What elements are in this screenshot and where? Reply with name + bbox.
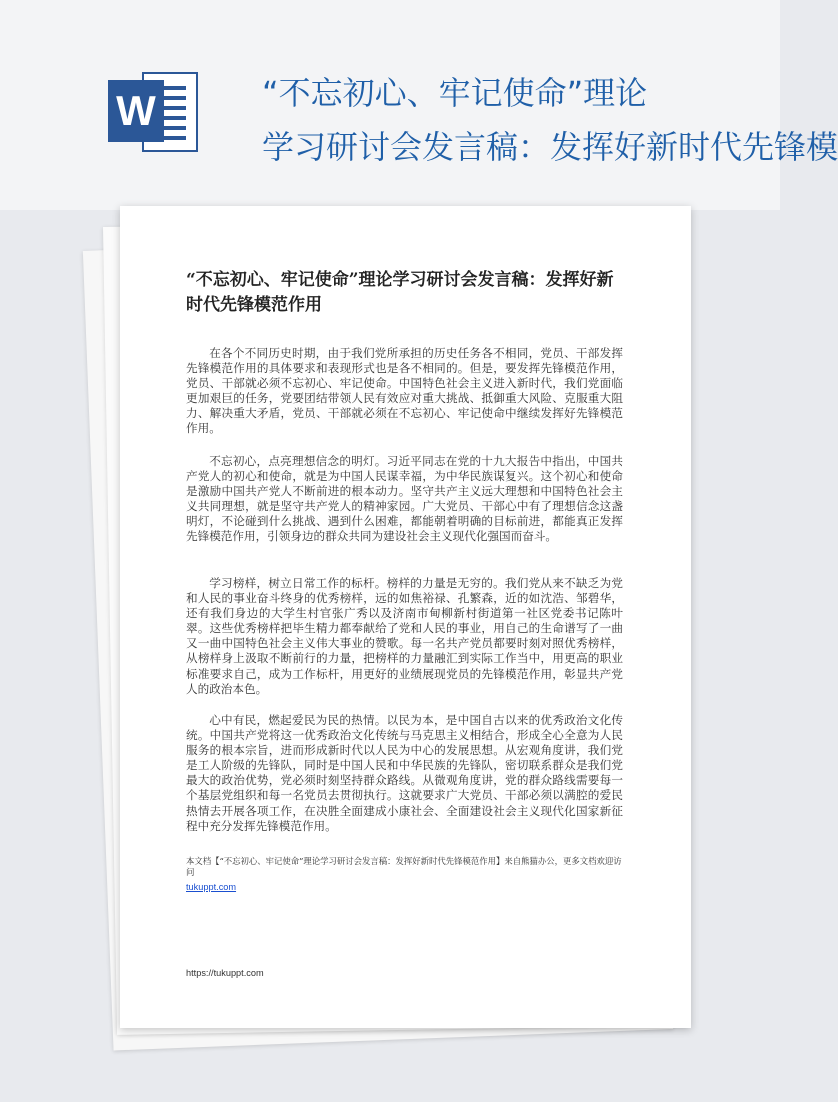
paragraph-1: 在各个不同历史时期，由于我们党所承担的历史任务各不相同，党员、干部发挥先锋模范作用的具体要求和表现形式也是各不相同的。但是，要发挥先锋模范作用，党员、干部就必须不忘初心、牢记使命。中国特色社会主义进入新时代，我们党面临更加艰巨的任务，党要团结带领人民有效应对重大挑战、抵御重大风险、克服重大阻力、解决重大矛盾，党员、干部就必须在不忘初心、牢记使命中继续发挥好先锋模范作用。 (186, 346, 623, 436)
header-banner (0, 0, 838, 210)
paragraph-3: 学习榜样，树立日常工作的标杆。榜样的力量是无穷的。我们党从来不缺乏为党和人民的事业奋斗终身的优秀榜样，远的如焦裕禄、孔繁森，近的如沈浩、邹碧华，还有我们身边的大学生村官张广秀以及济南市甸柳新村街道第一社区党委书记陈叶翠。这些优秀榜样把毕生精力都奉献给了党和人民的事业，用自己的生命谱写了一曲又一曲中国特色社会主义伟大事业的赞歌。每一名共产党员都要时刻对照优秀榜样，从榜样身上汲取不断前行的力量，把榜样的力量融汇到实际工作当中，用更高的职业标准要求自己，成为工作标杆，用更好的业绩展现党员的先锋模范作用，彰显共产党人的政治本色。 (186, 576, 623, 696)
document-page (120, 206, 691, 1028)
source-note: 本文档【“不忘初心、牢记使命”理论学习研讨会发言稿：发挥好新时代先锋模范作用】来自熊猫办公，更多文档欢迎访问 (186, 856, 622, 877)
footer-url: https://tukuppt.com (186, 968, 264, 978)
paragraph-4: 心中有民，燃起爱民为民的热情。以民为本，是中国自古以来的优秀政治文化传统。中国共产党将这一优秀政治文化传统与马克思主义相结合，形成全心全意为人民服务的根本宗旨，进而形成新时代以人民为中心的发展思想。从宏观角度讲，我们党是工人阶级的先锋队，同时是中国人民和中华民族的先锋队，密切联系群众是我们党最大的政治优势，党必须时刻坚持群众路线。从微观角度讲，党的群众路线需要每一个基层党组织和每一名党员去贯彻执行。这就要求广大党员、干部必须以满腔的爱民热情去开展各项工作，在决胜全面建成小康社会、全面建设社会主义现代化国家新征程中充分发挥先锋模范作用。 (186, 713, 623, 833)
word-document-icon (108, 66, 200, 158)
banner-title-line1: “不忘初心、牢记使命”理论 (262, 74, 648, 112)
banner-title-line2: 学习研讨会发言稿：发挥好新时代先锋模 (262, 128, 838, 166)
document-title: “不忘初心、牢记使命”理论学习研讨会发言稿：发挥好新时代先锋模范作用 (186, 270, 614, 315)
word-icon-letter: W (108, 80, 164, 142)
source-link[interactable]: tukuppt.com (186, 882, 237, 892)
paragraph-2: 不忘初心，点亮理想信念的明灯。习近平同志在党的十九大报告中指出，中国共产党人的初心和使命，就是为中国人民谋幸福，为中华民族谋复兴。这个初心和使命是激励中国共产党人不断前进的根本动力。坚守共产主义远大理想和中国特色社会主义共同理想，就是坚守共产党人的精神家园。广大党员、干部心中有了理想信念这盏明灯，不论碰到什么挑战、遇到什么困难，都能朝着明确的目标前进，都能真正发挥先锋模范作用，引领身边的群众共同为建设社会主义现代化强国而奋斗。 (186, 454, 623, 544)
